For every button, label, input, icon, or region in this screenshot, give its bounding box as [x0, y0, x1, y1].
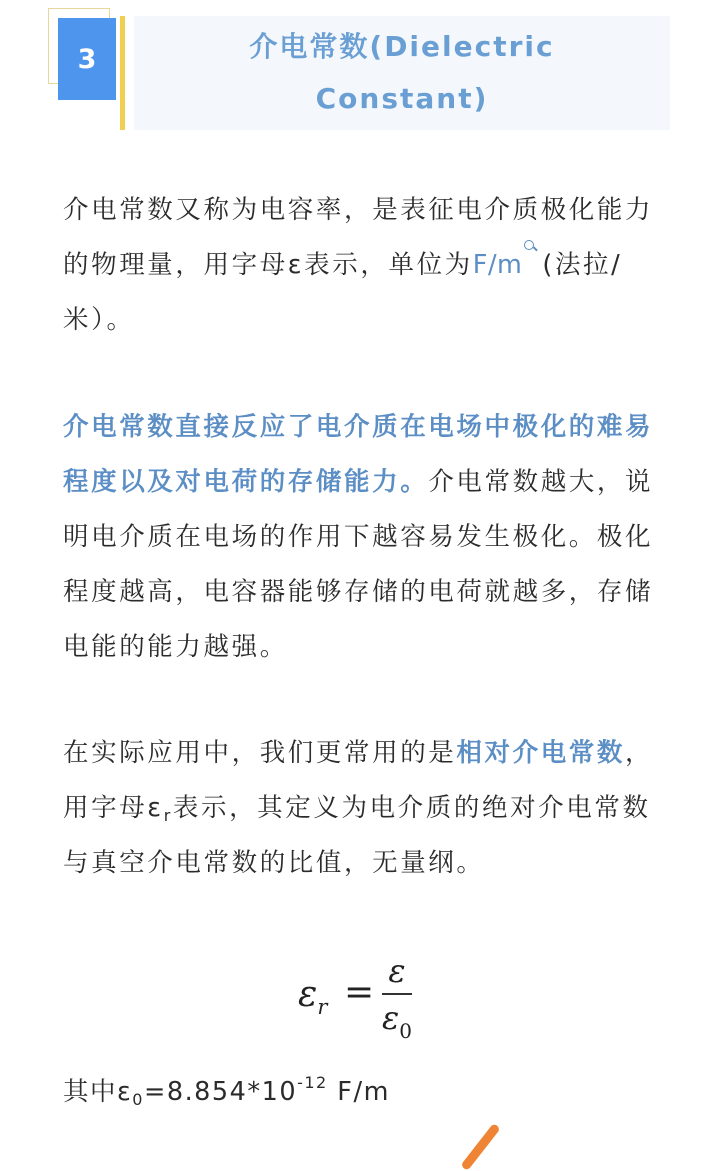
formula-numerator: ε: [388, 952, 406, 990]
para3-subscript: r: [163, 806, 173, 825]
vacuum-permittivity-note: [63, 1065, 659, 1120]
fraction-bar: [382, 993, 412, 995]
section-title-line1: 介电常数(Dielectric: [249, 30, 555, 63]
section-title-box: [134, 16, 670, 130]
para3-text-c: 表示，其定义为电介质的绝对介电常数与真空介电常数的比值，无量纲。: [63, 793, 651, 878]
formula-denominator-subscript: 0: [399, 1018, 412, 1043]
note-subscript: 0: [132, 1090, 144, 1109]
para2-text: 介电常数越大，说明电介质在电场的作用下越容易发生极化。极化程度越高，电容器能够存储的电荷就越多，存储电能的能力越强。: [63, 467, 654, 662]
formula-equals: =: [344, 972, 375, 1013]
section-number-badge: 3: [58, 18, 116, 100]
note-exponent: -12: [297, 1073, 328, 1092]
paragraph-definition: [63, 183, 659, 348]
para3-highlight: 相对介电常数: [456, 738, 626, 768]
note-prefix: 其中ε: [63, 1077, 133, 1107]
paragraph-relative-permittivity: [63, 726, 659, 891]
para2-highlight: 介电常数直接反应了电介质在电场中极化的难易程度以及对电荷的存储能力。: [63, 412, 654, 497]
para3-text-b: ，用字母ε: [63, 738, 654, 823]
note-unit: F/m: [327, 1077, 390, 1107]
para1-text-a: 介电常数又称为电容率，是表征电介质极化能力的物理量，用字母ε表示，单位为: [63, 195, 654, 280]
unit-link[interactable]: [473, 250, 543, 280]
unit-link-text: F/m: [472, 250, 523, 280]
section-title-line2: Constant): [315, 82, 489, 115]
section-header: [48, 8, 670, 124]
orange-decoration: [460, 1123, 500, 1171]
search-icon[interactable]: [524, 238, 538, 260]
note-value: =8.854*10: [143, 1077, 298, 1107]
formula-lhs-subscript: r: [317, 995, 328, 1019]
para1-text-b: (法拉/米）。: [63, 250, 623, 335]
formula-lhs: $\varepsilon_r$: [298, 974, 328, 1019]
section-title: [237, 21, 567, 125]
formula-fraction: [382, 952, 412, 1043]
para3-text-a: 在实际应用中，我们更常用的是: [63, 738, 457, 768]
formula-denominator: $\varepsilon_0$: [382, 998, 412, 1043]
paragraph-significance: [63, 400, 659, 675]
title-accent-bar: [120, 16, 125, 130]
